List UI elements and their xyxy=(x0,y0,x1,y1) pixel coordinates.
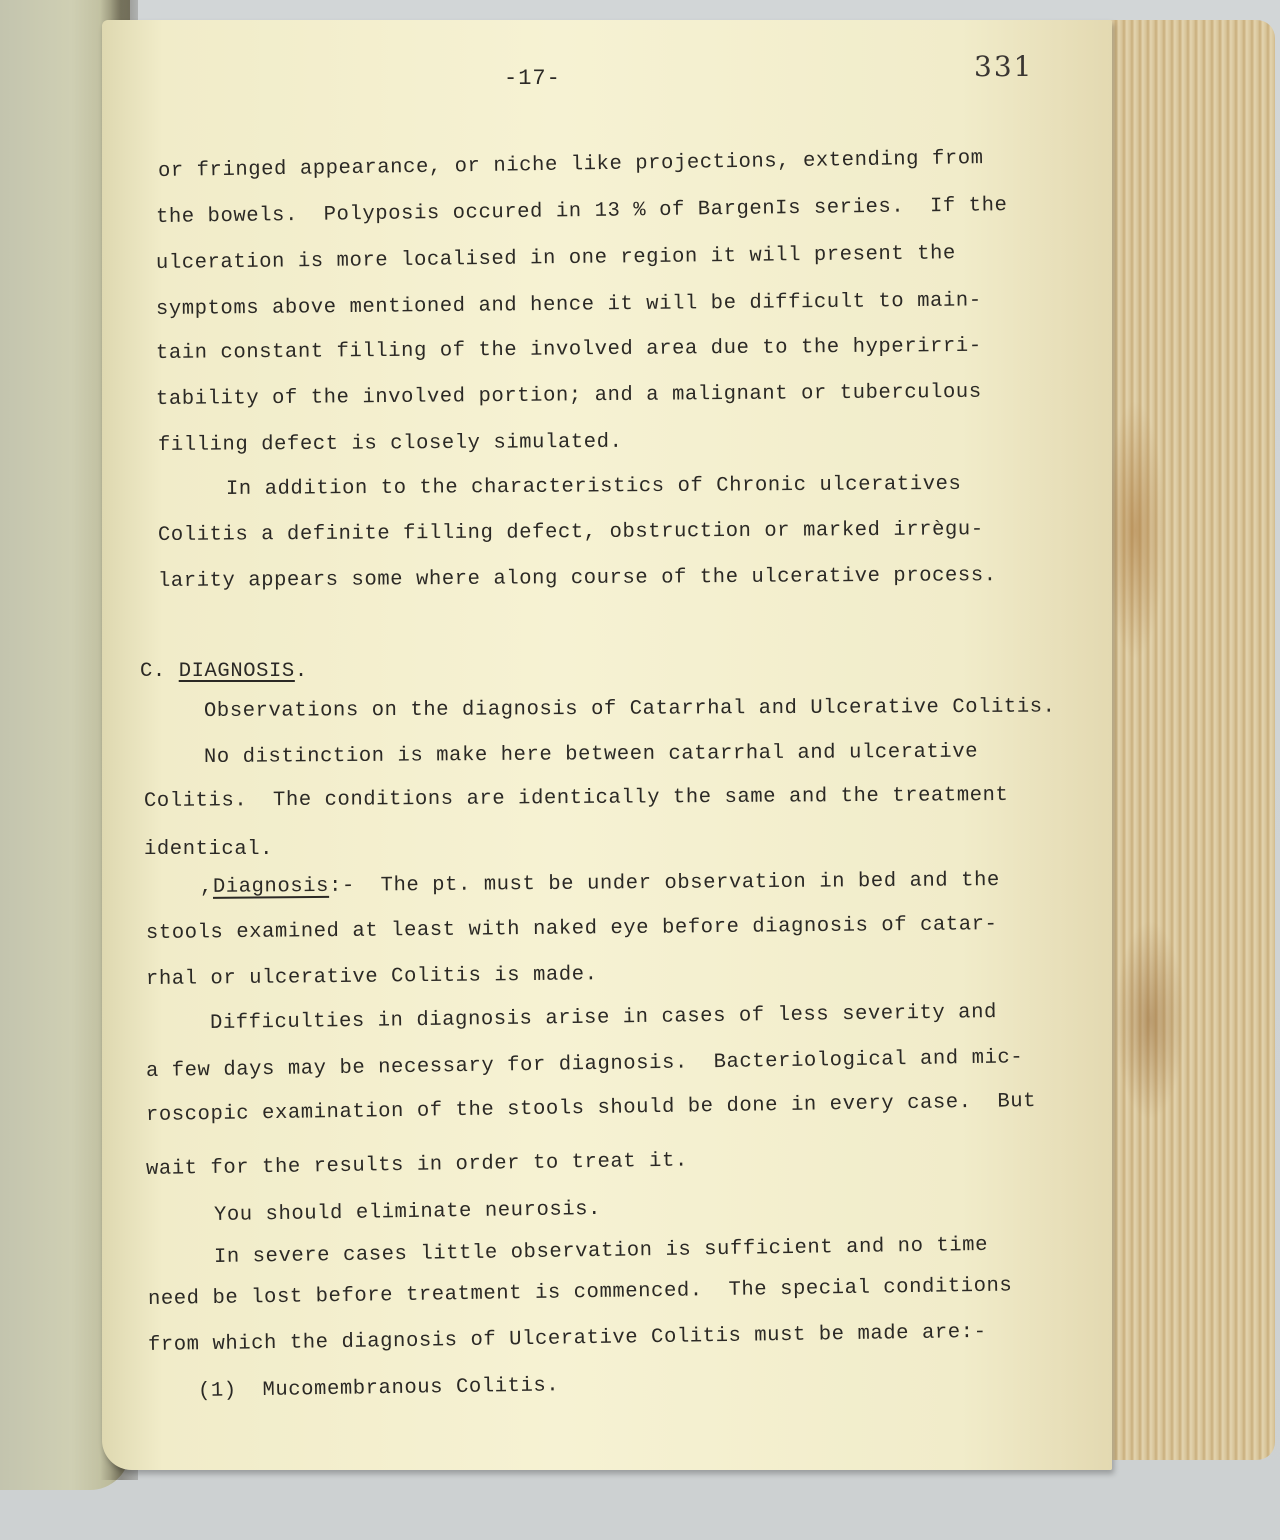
text-line: or fringed appearance, or niche like projections, extending from xyxy=(157,147,984,183)
text-line: tability of the involved portion; and a malignant or tuberculous xyxy=(155,380,982,411)
text-line: ulceration is more localised in one region it will present the xyxy=(155,242,957,275)
text-line: Observations on the diagnosis of Catarrhal and Ulcerative Colitis. xyxy=(203,695,1056,723)
text-line: symptoms above mentioned and hence it will be difficult to main- xyxy=(155,289,982,321)
section-title: DIAGNOSIS xyxy=(178,660,295,683)
text-line: from which the diagnosis of Ulcerative Colitis must be made are:- xyxy=(147,1320,987,1357)
text-line: Colitis. The conditions are identically the same and the treatment xyxy=(143,783,1009,813)
foxing-stain xyxy=(1115,920,1185,1120)
section-title-suffix: . xyxy=(294,660,308,683)
document-page xyxy=(102,20,1112,1470)
section-letter: C. xyxy=(140,660,166,683)
text-line: Difficulties in diagnosis arise in cases of less severity and xyxy=(209,1001,998,1035)
text-line: Colitis a definite filling defect, obstruction or marked irrègu- xyxy=(157,518,984,547)
page-number: -17- xyxy=(504,66,561,91)
text-line: roscopic examination of the stools should be done in every case. But xyxy=(145,1090,1037,1127)
text-line: filling defect is closely simulated. xyxy=(157,430,623,457)
text-line: the bowels. Polyposis occured in 13 % of BargenIs series. If the xyxy=(155,194,1008,229)
text-line: In severe cases little observation is sufficient and no time xyxy=(213,1233,989,1269)
text-line: (1) Mucomembranous Colitis. xyxy=(197,1374,560,1403)
text-line: No distinction is make here between catarrhal and ulcerative xyxy=(203,740,979,769)
diagnosis-prefix: , xyxy=(199,875,214,899)
text-line: stools examined at least with naked eye before diagnosis of catar- xyxy=(145,913,998,945)
page-edges xyxy=(1095,20,1275,1460)
text-line: wait for the results in order to treat it. xyxy=(145,1149,689,1181)
text-line: identical. xyxy=(144,838,274,861)
text-line: larity appears some where along course of the ulcerative process. xyxy=(157,564,997,593)
folio-number: 331 xyxy=(974,50,1034,83)
text-line: rhal or ulcerative Colitis is made. xyxy=(145,963,598,991)
diagnosis-label: Diagnosis xyxy=(212,874,330,899)
diagnosis-rest: :- The pt. must be under observation in bed and the xyxy=(328,869,1001,898)
text-line: need be lost before treatment is commenced. The special conditions xyxy=(147,1274,1013,1311)
text-line: In addition to the characteristics of Chronic ulceratives xyxy=(225,472,962,501)
diagnosis-line xyxy=(200,869,1000,899)
text-line: tain constant filling of the involved area due to the hyperirri- xyxy=(155,334,982,365)
section-heading xyxy=(140,660,308,683)
text-line: You should eliminate neurosis. xyxy=(213,1197,602,1227)
foxing-stain xyxy=(1105,400,1165,660)
text-line: a few days may be necessary for diagnosis. Bacteriological and mic- xyxy=(145,1046,1024,1083)
